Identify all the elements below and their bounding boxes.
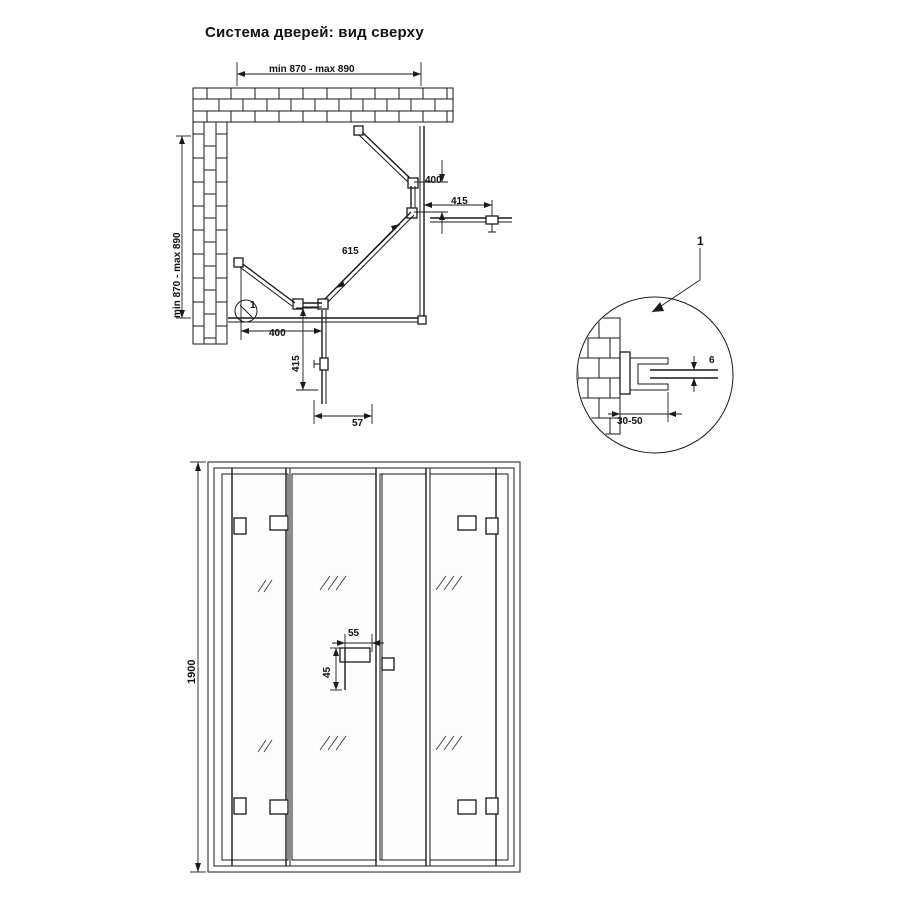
dim-label-615: 615 bbox=[342, 246, 359, 257]
wall-left-brick bbox=[193, 122, 227, 344]
front-view bbox=[190, 462, 520, 872]
callout-label-1-detail: 1 bbox=[697, 234, 704, 248]
dim-label-left-depth: min 870 - max 890 bbox=[172, 232, 183, 318]
dim-label-415-right: 415 bbox=[451, 196, 468, 207]
dim-label-400-right: 400 bbox=[425, 175, 442, 186]
wall-top-brick bbox=[193, 88, 453, 122]
dim-label-57: 57 bbox=[352, 418, 364, 429]
front-dim-label-55: 55 bbox=[348, 628, 360, 639]
dim-label-400-bottom: 400 bbox=[269, 328, 286, 339]
detail-dim-label-6: 6 bbox=[709, 355, 715, 366]
door-leaves-top-view bbox=[234, 126, 418, 309]
front-dim-label-45: 45 bbox=[322, 666, 333, 678]
dim-label-top-width: min 870 - max 890 bbox=[269, 64, 355, 75]
dimensions-top-view bbox=[176, 62, 492, 424]
callout-label-1-top-view: 1 bbox=[250, 300, 256, 311]
detail-dim-label-profile: 30-50 bbox=[617, 416, 643, 427]
detail-view-circle bbox=[577, 248, 733, 453]
front-dim-label-height: 1900 bbox=[186, 659, 198, 684]
dim-label-415-bottom: 415 bbox=[291, 355, 302, 372]
page-title: Система дверей: вид сверху bbox=[205, 24, 424, 41]
